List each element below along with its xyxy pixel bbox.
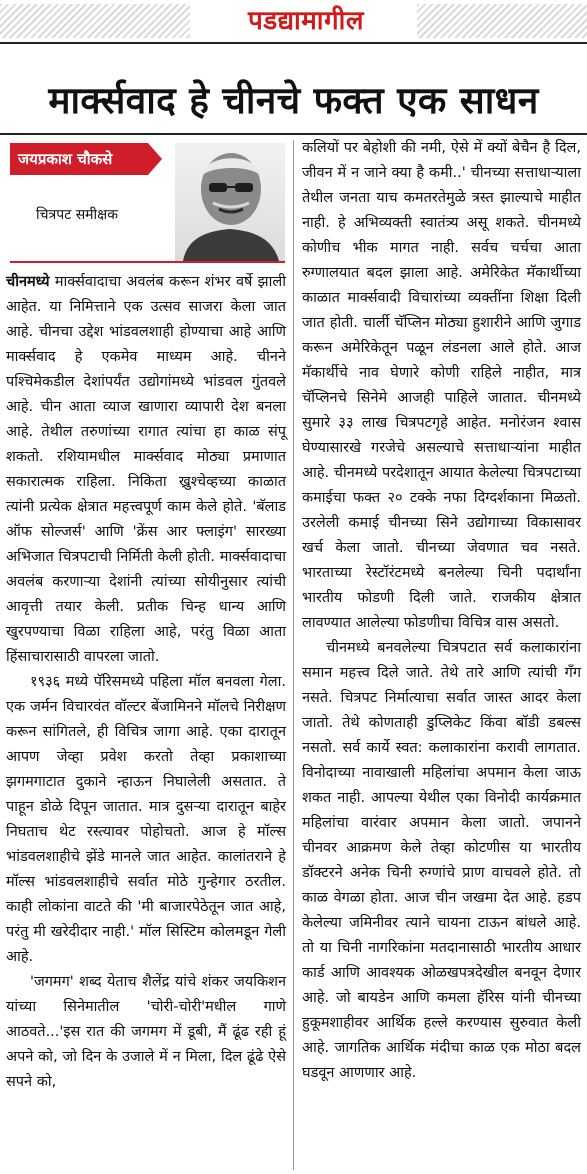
left-column — [6, 270, 286, 1095]
column-divider — [293, 140, 294, 1170]
banner-hatch-right — [417, 4, 587, 38]
article-headline: मार्क्सवाद हे चीनचे फक्त एक साधन — [48, 79, 539, 122]
lead-word: चीनमध्ये — [6, 274, 50, 290]
right-column — [302, 136, 581, 1086]
byline-box — [10, 143, 285, 261]
banner-hatch-left — [0, 4, 190, 38]
byline-rule — [10, 261, 285, 263]
paragraph-1-text: मार्क्सवादाचा अवलंब करून शंभर वर्षे झाली आहेत. या निमित्ताने एक उत्सव साजरा केला जात आहे. चीनचा उद्देश भांडवलशाही होण्याचा आहे आणि मार्क्सवाद हे एकमेव माध्यम आहे. चीनने पश्चिमेकडील देशांपर्यंत उद्योगांमध्ये भांडवल गुंतवले आहे. चीन आता व्याज खाणारा व्यापारी देश बनला आहे. तेथील तरुणांच्या रागात त्यांचा हा काळ संपू शकतो. रशियामधील मार्क्सवाद मोठ्या प्रमाणात सकारात्मक राहिला. निकिता ख्रुश्चेव्हच्या काळात त्यांनी प्रत्येक क्षेत्रात महत्त्वपूर्ण काम केले होते. 'बॅलाड ऑफ सोल्जर्स' आणि 'क्रेंस आर फ्लाइंग' सारख्या अभिजात चित्रपटाची निर्मिती केली होती. मार्क्सवादाचा अवलंब करणाऱ्या देशांनी त्यांच्या सोयीनुसार त्यांची आवृत्ती तयार केली. प्रतीक चिन्ह धान्य आणि खुरपण्याचा विळा राहिला आहे, परंतु विळा आता हिंसाचारासाठी वापरला जातो. — [6, 274, 286, 665]
paragraph-3: 'जगमग' शब्द येताच शैलेंद्र यांचे शंकर जयकिशन यांच्या सिनेमातील 'चोरी-चोरी'मधील गाणे आठवते...'इस रात की जगमग में डूबी, मैं ढूंढ रही हूं अपने को, जो दिन के उजाले में न मिला, दिल ढूंढे ऐसे सपने को, — [6, 974, 286, 1090]
banner-divider — [0, 42, 587, 44]
author-portrait — [175, 143, 285, 261]
tab-arrow — [148, 143, 162, 175]
paragraph-5: चीनमध्ये बनवलेल्या चित्रपटात सर्व कलाकारांना समान महत्त्व दिले जाते. तेथे तारे आणि त्यांची गँग नसते. चित्रपट निर्मात्याचा सर्वात जास्त आदर केला जातो. तेथे कोणताही डुप्लिकेट किंवा बॉडी डबल्स नसतो. सर्व कार्ये स्वत: कलाकारांना करावी लागतात. विनोदाच्या नावाखाली महिलांचा अपमान केला जाऊ शकत नाही. आपल्या येथील एका विनोदी कार्यक्रमात महिलांचा वारंवार अपमान केला जातो. जपानने चीनवर आक्रमण केले तेव्हा कोटणीस या भारतीय डॉक्टरने अनेक चिनी रुग्णांचे प्राण वाचवले होते. तो काळ वेगळा होता. आज चीन जखमा देत आहे. हडप केलेल्या जमिनीवर त्याने चायना टाऊन बांधले आहे. तो या चिनी नागरिकांना मतदानासाठी भारतीय आधार कार्ड आणि आवश्यक ओळखपत्रदेखील बनवून देणार आहे. जो बायडेन आणि कमला हॅरिस यांनी चीनच्या हुकूमशाहीवर आर्थिक हल्ले करण्यास सुरुवात केली आहे. जागतिक आर्थिक मंदीचा काळ एक मोठा बदल घडवून आणणार आहे. — [302, 640, 581, 1081]
author-role: चित्रपट समीक्षक — [36, 207, 118, 223]
paragraph-4: कलियों पर बेहोशी की नमी, ऐसे में क्यों बेचैन है दिल, जीवन में न जाने क्या है कमी..' चीनच्या सत्ताधाऱ्याला तेथील जनता याच कमतरतेमुळे त्रस्त झाल्याचे माहीत नाही. हे अभिव्यक्ती स्वातंत्र्य असू शकते. चीनमध्ये कोणीच भीक मागत नाही. सर्वच चर्चचा आता रुग्णालयात बदल झाला आहे. अमेरिकेत मॅकार्थीच्या काळात मार्क्सवादी विचारांच्या व्यक्तींना शिक्षा दिली जात होती. चार्ली चॅप्लिन मोठ्या हुशारीने आणि जुगाड करून अमेरिकेतून पळून लंडनला आले होते. आज मॅकार्थीचे नाव घेणारे कोणी राहिले नाहीत, मात्र चॅप्लिनचे सिनेमे आजही पाहिले जातात. चीनमध्ये सुमारे ३३ लाख चित्रपटगृहे आहेत. मनोरंजन श्वास घेण्यासारखे गरजेचे असल्याचे सत्ताधाऱ्यांना माहीत आहे. चीनमध्ये परदेशातून आयात केलेल्या चित्रपटाच्या कमाईचा फक्त २० टक्के नफा दिग्दर्शकाना मिळतो. उरलेली कमाई चीनच्या सिने उद्योगाच्या विकासावर खर्च केला जातो. चीनच्या जेवणात चव नसते. भारताच्या रेस्टॉरंटमध्ये बनलेल्या चिनी पदार्थांना भारतीय फोडणी दिली जाते. राजकीय क्षेत्रात लावण्यात आलेल्या फोडणीचा विचित्र वास असतो. — [302, 140, 581, 631]
section-banner — [0, 0, 587, 46]
paragraph-1 — [6, 270, 286, 670]
paragraph-2: १९३६ मध्ये पॅरिसमध्ये पहिला मॉल बनवला गेला. एक जर्मन विचारवंत वॉल्टर बेंजामिनने मॉलचे निरीक्षण करून सांगितले, ही विचित्र जागा आहे. एका दारातून आपण जेव्हा प्रवेश करतो तेव्हा प्रकाशाच्या झगमगाटात दुकाने न्हाऊन निघालेली असतात. ते पाहून डोळे दिपून जातात. मात्र दुसऱ्या दारातून बाहेर निघताच थेट रस्त्यावर पोहोचतो. आज हे मॉल्स भांडवलशाहीचे झेंडे मानले जात आहेत. कालांतराने हे मॉल्स भांडवलशाहीचे सर्वात मोठे गुन्हेगार ठरतील. काही लोकांना वाटते की 'मी बाजारपेठेतून जात आहे, परंतु मी खरेदीदार नाही.' मॉल सिस्टिम कोलमडून गेली आहे. — [6, 674, 286, 965]
headline-rule — [0, 133, 587, 135]
author-name: जयप्रकाश चौकसे — [18, 150, 113, 168]
section-title: पडद्यामागील — [247, 6, 365, 36]
author-tab — [10, 143, 148, 175]
